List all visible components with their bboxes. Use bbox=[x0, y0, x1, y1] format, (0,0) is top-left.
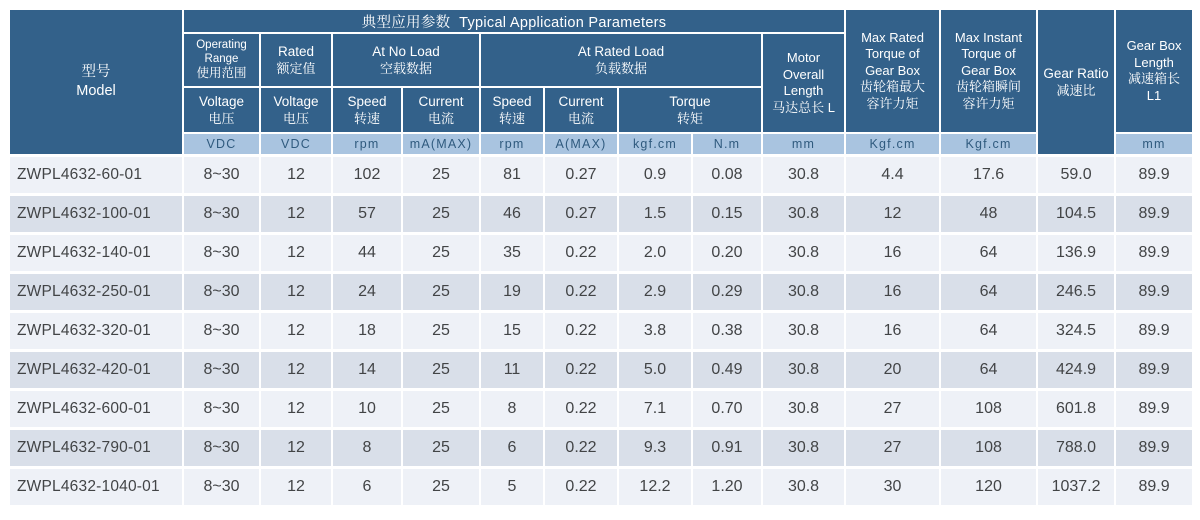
cell-ratedload-current: 0.22 bbox=[544, 467, 618, 506]
header-operating-range bbox=[183, 33, 260, 87]
cell-gearbox-length: 89.9 bbox=[1115, 272, 1193, 311]
cell-noload-speed: 57 bbox=[332, 194, 402, 233]
unit-ratedload-speed: rpm bbox=[480, 133, 544, 155]
cell-torque-kgfcm: 5.0 bbox=[618, 350, 692, 389]
header-line: 转矩 bbox=[676, 111, 703, 126]
cell-ratedload-speed: 19 bbox=[480, 272, 544, 311]
cell-gearbox-length: 89.9 bbox=[1115, 428, 1193, 467]
cell-ratedload-current: 0.22 bbox=[544, 311, 618, 350]
header-max-rated-torque bbox=[845, 9, 940, 133]
cell-torque-kgfcm: 7.1 bbox=[618, 389, 692, 428]
table-row bbox=[9, 272, 1193, 311]
header-ratedload-current bbox=[544, 87, 618, 133]
unit-noload-current: mA(MAX) bbox=[402, 133, 480, 155]
cell-gearbox-length: 89.9 bbox=[1115, 389, 1193, 428]
header-line: Max Rated bbox=[861, 29, 924, 45]
cell-torque-kgfcm: 0.9 bbox=[618, 155, 692, 194]
cell-max-rated-torque: 30 bbox=[845, 467, 940, 506]
cell-ratedload-current: 0.22 bbox=[544, 389, 618, 428]
header-torque bbox=[618, 87, 762, 133]
cell-ratedload-current: 0.27 bbox=[544, 194, 618, 233]
cell-model: ZWPL4632-250-01 bbox=[9, 272, 183, 311]
header-line: Length bbox=[783, 83, 824, 98]
unit-gearbox-length: mm bbox=[1115, 133, 1193, 155]
header-line: Length bbox=[1134, 54, 1174, 70]
header-line: Operating bbox=[196, 39, 247, 51]
cell-ratedload-current: 0.22 bbox=[544, 350, 618, 389]
cell-torque-nm: 0.49 bbox=[692, 350, 762, 389]
header-line: At Rated Load bbox=[577, 44, 665, 59]
cell-noload-speed: 18 bbox=[332, 311, 402, 350]
unit-operating-voltage: VDC bbox=[183, 133, 260, 155]
cell-ratedload-current: 0.22 bbox=[544, 428, 618, 467]
cell-rated-voltage: 12 bbox=[260, 428, 332, 467]
cell-max-instant-torque: 108 bbox=[940, 389, 1037, 428]
cell-motor-length: 30.8 bbox=[762, 272, 845, 311]
cell-gear-ratio: 104.5 bbox=[1037, 194, 1115, 233]
cell-rated-voltage: 12 bbox=[260, 155, 332, 194]
cell-max-instant-torque: 64 bbox=[940, 233, 1037, 272]
cell-ratedload-current: 0.27 bbox=[544, 155, 618, 194]
cell-model: ZWPL4632-320-01 bbox=[9, 311, 183, 350]
header-line: Torque bbox=[669, 94, 711, 109]
header-line: Current bbox=[418, 94, 464, 109]
cell-ratedload-speed: 35 bbox=[480, 233, 544, 272]
header-model-en: Model bbox=[76, 82, 116, 99]
header-line: 空载数据 bbox=[379, 61, 432, 76]
cell-noload-current: 25 bbox=[402, 311, 480, 350]
cell-noload-current: 25 bbox=[402, 428, 480, 467]
header-line: Overall bbox=[782, 66, 825, 82]
cell-ratedload-speed: 81 bbox=[480, 155, 544, 194]
header-line: Range bbox=[204, 52, 239, 65]
header-row-units bbox=[9, 133, 1193, 155]
header-line: Speed bbox=[492, 94, 532, 109]
header-line: Speed bbox=[347, 94, 387, 109]
unit-max-rated-torque: Kgf.cm bbox=[845, 133, 940, 155]
cell-model: ZWPL4632-100-01 bbox=[9, 194, 183, 233]
cell-gearbox-length: 89.9 bbox=[1115, 311, 1193, 350]
cell-torque-kgfcm: 12.2 bbox=[618, 467, 692, 506]
cell-max-instant-torque: 108 bbox=[940, 428, 1037, 467]
cell-operating-voltage: 8~30 bbox=[183, 311, 260, 350]
header-at-no-load bbox=[332, 33, 480, 87]
unit-max-instant-torque: Kgf.cm bbox=[940, 133, 1037, 155]
cell-motor-length: 30.8 bbox=[762, 428, 845, 467]
cell-gearbox-length: 89.9 bbox=[1115, 233, 1193, 272]
cell-rated-voltage: 12 bbox=[260, 272, 332, 311]
cell-model: ZWPL4632-600-01 bbox=[9, 389, 183, 428]
header-line: Voltage bbox=[198, 94, 245, 109]
cell-motor-length: 30.8 bbox=[762, 311, 845, 350]
header-line: Rated bbox=[277, 44, 315, 59]
cell-max-rated-torque: 27 bbox=[845, 428, 940, 467]
cell-operating-voltage: 8~30 bbox=[183, 233, 260, 272]
cell-gear-ratio: 424.9 bbox=[1037, 350, 1115, 389]
cell-operating-voltage: 8~30 bbox=[183, 428, 260, 467]
cell-max-instant-torque: 48 bbox=[940, 194, 1037, 233]
header-line: Current bbox=[558, 94, 604, 109]
cell-gear-ratio: 788.0 bbox=[1037, 428, 1115, 467]
cell-max-rated-torque: 12 bbox=[845, 194, 940, 233]
table-row bbox=[9, 311, 1193, 350]
cell-gear-ratio: 1037.2 bbox=[1037, 467, 1115, 506]
unit-torque-nm: N.m bbox=[692, 133, 762, 155]
cell-operating-voltage: 8~30 bbox=[183, 467, 260, 506]
unit-ratedload-current: A(MAX) bbox=[544, 133, 618, 155]
cell-model: ZWPL4632-60-01 bbox=[9, 155, 183, 194]
header-noload-current bbox=[402, 87, 480, 133]
cell-torque-kgfcm: 2.0 bbox=[618, 233, 692, 272]
cell-torque-nm: 1.20 bbox=[692, 467, 762, 506]
cell-torque-nm: 0.29 bbox=[692, 272, 762, 311]
header-ratedload-speed bbox=[480, 87, 544, 133]
header-noload-speed bbox=[332, 87, 402, 133]
cell-rated-voltage: 12 bbox=[260, 194, 332, 233]
header-line: 齿轮箱最大 bbox=[860, 79, 926, 95]
cell-operating-voltage: 8~30 bbox=[183, 194, 260, 233]
cell-noload-current: 25 bbox=[402, 389, 480, 428]
header-gear-ratio bbox=[1037, 9, 1115, 155]
header-line: Max Instant bbox=[954, 29, 1023, 45]
cell-operating-voltage: 8~30 bbox=[183, 155, 260, 194]
header-line: 额定值 bbox=[276, 61, 316, 76]
cell-gear-ratio: 136.9 bbox=[1037, 233, 1115, 272]
header-line: 转速 bbox=[498, 111, 525, 126]
header-line: Torque of bbox=[865, 46, 920, 62]
header-rated-voltage bbox=[260, 87, 332, 133]
cell-motor-length: 30.8 bbox=[762, 467, 845, 506]
header-line: 电压 bbox=[282, 111, 309, 126]
table-row bbox=[9, 233, 1193, 272]
unit-motor-length: mm bbox=[762, 133, 845, 155]
cell-gear-ratio: 601.8 bbox=[1037, 389, 1115, 428]
cell-torque-nm: 0.91 bbox=[692, 428, 762, 467]
header-line: 容许力矩 bbox=[962, 95, 1015, 111]
header-line: 齿轮箱瞬间 bbox=[956, 79, 1022, 95]
header-line: Torque of bbox=[961, 46, 1016, 62]
cell-ratedload-speed: 11 bbox=[480, 350, 544, 389]
header-line: 容许力矩 bbox=[866, 95, 919, 111]
cell-torque-nm: 0.08 bbox=[692, 155, 762, 194]
cell-rated-voltage: 12 bbox=[260, 389, 332, 428]
cell-max-rated-torque: 4.4 bbox=[845, 155, 940, 194]
cell-ratedload-speed: 15 bbox=[480, 311, 544, 350]
cell-noload-current: 25 bbox=[402, 272, 480, 311]
header-at-rated-load bbox=[480, 33, 762, 87]
table-row bbox=[9, 350, 1193, 389]
table-header bbox=[9, 9, 1193, 155]
table-body bbox=[9, 155, 1193, 506]
cell-torque-nm: 0.38 bbox=[692, 311, 762, 350]
cell-torque-kgfcm: 9.3 bbox=[618, 428, 692, 467]
cell-max-instant-torque: 120 bbox=[940, 467, 1037, 506]
unit-noload-speed: rpm bbox=[332, 133, 402, 155]
cell-ratedload-speed: 6 bbox=[480, 428, 544, 467]
header-model-zh: 型号 bbox=[81, 63, 111, 80]
cell-motor-length: 30.8 bbox=[762, 155, 845, 194]
cell-noload-current: 25 bbox=[402, 233, 480, 272]
cell-model: ZWPL4632-420-01 bbox=[9, 350, 183, 389]
cell-max-rated-torque: 16 bbox=[845, 311, 940, 350]
header-gearbox-length bbox=[1115, 9, 1193, 133]
cell-ratedload-current: 0.22 bbox=[544, 272, 618, 311]
unit-torque-kgfcm: kgf.cm bbox=[618, 133, 692, 155]
cell-max-rated-torque: 16 bbox=[845, 233, 940, 272]
cell-gear-ratio: 59.0 bbox=[1037, 155, 1115, 194]
cell-operating-voltage: 8~30 bbox=[183, 389, 260, 428]
cell-noload-speed: 10 bbox=[332, 389, 402, 428]
cell-noload-current: 25 bbox=[402, 467, 480, 506]
cell-gearbox-length: 89.9 bbox=[1115, 155, 1193, 194]
cell-model: ZWPL4632-790-01 bbox=[9, 428, 183, 467]
header-line: Gear Box bbox=[865, 62, 920, 78]
header-operating-voltage bbox=[183, 87, 260, 133]
header-line: 马达总长 L bbox=[772, 99, 835, 115]
cell-ratedload-speed: 5 bbox=[480, 467, 544, 506]
cell-noload-current: 25 bbox=[402, 350, 480, 389]
header-line: Voltage bbox=[273, 94, 319, 109]
unit-rated-voltage: VDC bbox=[260, 133, 332, 155]
header-line: Gear Box bbox=[961, 62, 1016, 78]
table-row bbox=[9, 194, 1193, 233]
header-line: 使用范围 bbox=[196, 66, 247, 80]
cell-torque-kgfcm: 1.5 bbox=[618, 194, 692, 233]
cell-noload-speed: 8 bbox=[332, 428, 402, 467]
cell-max-rated-torque: 16 bbox=[845, 272, 940, 311]
cell-gearbox-length: 89.9 bbox=[1115, 467, 1193, 506]
cell-noload-speed: 24 bbox=[332, 272, 402, 311]
cell-motor-length: 30.8 bbox=[762, 194, 845, 233]
header-line: Motor bbox=[786, 50, 821, 65]
cell-max-rated-torque: 20 bbox=[845, 350, 940, 389]
cell-torque-nm: 0.15 bbox=[692, 194, 762, 233]
header-line: 转速 bbox=[353, 111, 380, 126]
header-line: 电压 bbox=[208, 111, 235, 126]
header-line: 电流 bbox=[567, 111, 594, 126]
cell-motor-length: 30.8 bbox=[762, 233, 845, 272]
header-motor-overall-length bbox=[762, 33, 845, 133]
cell-max-instant-torque: 64 bbox=[940, 272, 1037, 311]
header-line: Gear Ratio bbox=[1043, 65, 1109, 81]
cell-noload-speed: 14 bbox=[332, 350, 402, 389]
header-line: Gear Box bbox=[1126, 38, 1182, 53]
cell-noload-speed: 44 bbox=[332, 233, 402, 272]
cell-rated-voltage: 12 bbox=[260, 311, 332, 350]
table-row bbox=[9, 389, 1193, 428]
cell-noload-current: 25 bbox=[402, 155, 480, 194]
header-model bbox=[9, 9, 183, 155]
spec-table bbox=[8, 8, 1194, 507]
cell-noload-current: 25 bbox=[402, 194, 480, 233]
header-rated bbox=[260, 33, 332, 87]
cell-model: ZWPL4632-140-01 bbox=[9, 233, 183, 272]
cell-gearbox-length: 89.9 bbox=[1115, 350, 1193, 389]
cell-rated-voltage: 12 bbox=[260, 233, 332, 272]
cell-torque-kgfcm: 3.8 bbox=[618, 311, 692, 350]
table-row bbox=[9, 155, 1193, 194]
header-line: L1 bbox=[1146, 87, 1162, 103]
cell-noload-speed: 102 bbox=[332, 155, 402, 194]
cell-torque-nm: 0.70 bbox=[692, 389, 762, 428]
cell-motor-length: 30.8 bbox=[762, 350, 845, 389]
cell-max-instant-torque: 17.6 bbox=[940, 155, 1037, 194]
table-title: 典型应用参数 Typical Application Parameters bbox=[183, 9, 845, 33]
cell-torque-kgfcm: 2.9 bbox=[618, 272, 692, 311]
cell-max-rated-torque: 27 bbox=[845, 389, 940, 428]
cell-gear-ratio: 246.5 bbox=[1037, 272, 1115, 311]
cell-operating-voltage: 8~30 bbox=[183, 272, 260, 311]
header-line: 负载数据 bbox=[594, 61, 647, 76]
header-line: 电流 bbox=[427, 111, 454, 126]
cell-rated-voltage: 12 bbox=[260, 350, 332, 389]
cell-ratedload-speed: 46 bbox=[480, 194, 544, 233]
table-row bbox=[9, 467, 1193, 506]
header-row-title bbox=[9, 9, 1193, 33]
cell-gear-ratio: 324.5 bbox=[1037, 311, 1115, 350]
cell-ratedload-current: 0.22 bbox=[544, 233, 618, 272]
cell-max-instant-torque: 64 bbox=[940, 350, 1037, 389]
header-line: At No Load bbox=[372, 44, 440, 59]
cell-model: ZWPL4632-1040-01 bbox=[9, 467, 183, 506]
table-row bbox=[9, 428, 1193, 467]
header-line: 减速箱长 bbox=[1128, 71, 1181, 86]
cell-motor-length: 30.8 bbox=[762, 389, 845, 428]
cell-gearbox-length: 89.9 bbox=[1115, 194, 1193, 233]
cell-torque-nm: 0.20 bbox=[692, 233, 762, 272]
cell-ratedload-speed: 8 bbox=[480, 389, 544, 428]
cell-noload-speed: 6 bbox=[332, 467, 402, 506]
header-line: 减速比 bbox=[1056, 82, 1096, 98]
cell-max-instant-torque: 64 bbox=[940, 311, 1037, 350]
header-max-instant-torque bbox=[940, 9, 1037, 133]
cell-operating-voltage: 8~30 bbox=[183, 350, 260, 389]
cell-rated-voltage: 12 bbox=[260, 467, 332, 506]
